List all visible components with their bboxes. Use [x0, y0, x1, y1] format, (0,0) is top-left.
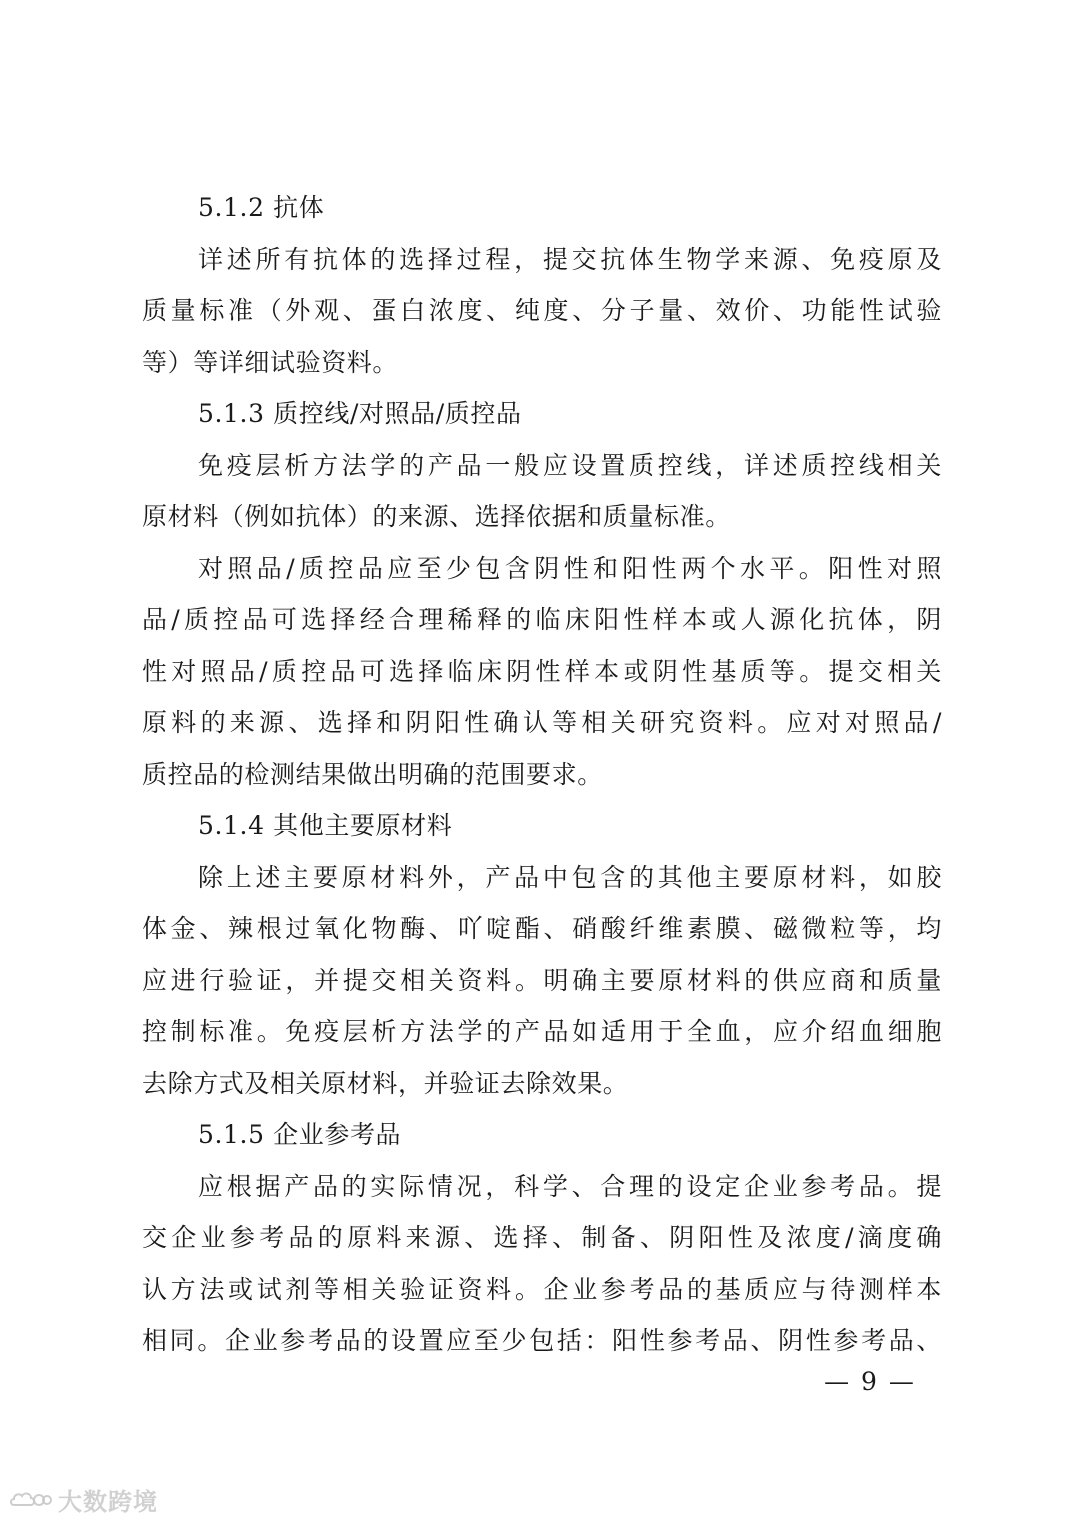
paragraph-line: 免疫层析方法学的产品一般应设置质控线，详述质控线相关	[198, 450, 942, 480]
paragraph-line: 应根据产品的实际情况，科学、合理的设定企业参考品。提	[198, 1171, 942, 1201]
section-heading-5-1-3: 5.1.3 质控线/对照品/质控品	[198, 399, 522, 428]
page-number: — 9 —	[824, 1367, 916, 1396]
paragraph-line: 质控品的检测结果做出明确的范围要求。	[142, 759, 603, 789]
paragraph-line: 对照品/质控品应至少包含阴性和阳性两个水平。阳性对照	[198, 553, 942, 583]
cloud-logo-icon	[8, 1488, 52, 1512]
paragraph-line: 除上述主要原材料外，产品中包含的其他主要原材料，如胶	[198, 862, 942, 892]
paragraph-line: 交企业参考品的原料来源、选择、制备、阴阳性及浓度/滴度确	[142, 1223, 942, 1252]
paragraph-line: 详述所有抗体的选择过程，提交抗体生物学来源、免疫原及	[198, 244, 942, 274]
paragraph-line: 去除方式及相关原材料，并验证去除效果。	[142, 1068, 629, 1098]
section-heading-5-1-4: 5.1.4 其他主要原材料	[198, 811, 453, 840]
watermark-text: 大数跨境	[58, 1488, 158, 1516]
paragraph-line: 相同。企业参考品的设置应至少包括：阳性参考品、阴性参考品、	[142, 1326, 942, 1355]
paragraph-line: 性对照品/质控品可选择临床阴性样本或阴性基质等。提交相关	[142, 656, 942, 686]
document-body	[142, 182, 942, 1367]
section-heading-5-1-5: 5.1.5 企业参考品	[198, 1120, 402, 1149]
paragraph-line: 品/质控品可选择经合理稀释的临床阳性样本或人源化抗体，阴	[142, 605, 942, 634]
paragraph-line: 原材料（例如抗体）的来源、选择依据和质量标准。	[142, 502, 731, 531]
paragraph-line: 等）等详细试验资料。	[142, 347, 399, 377]
paragraph-line: 应进行验证，并提交相关资料。明确主要原材料的供应商和质量	[142, 965, 942, 995]
section-heading-5-1-2: 5.1.2 抗体	[198, 193, 325, 222]
paragraph-line: 质量标准（外观、蛋白浓度、纯度、分子量、效价、功能性试验	[142, 296, 942, 325]
paragraph-line: 认方法或试剂等相关验证资料。企业参考品的基质应与待测样本	[142, 1274, 942, 1304]
paragraph-line: 原料的来源、选择和阴阳性确认等相关研究资料。应对对照品/	[142, 708, 942, 737]
paragraph-line: 控制标准。免疫层析方法学的产品如适用于全血，应介绍血细胞	[142, 1017, 942, 1046]
paragraph-line: 体金、辣根过氧化物酶、吖啶酯、硝酸纤维素膜、磁微粒等，均	[142, 914, 942, 943]
watermark	[8, 1482, 158, 1517]
